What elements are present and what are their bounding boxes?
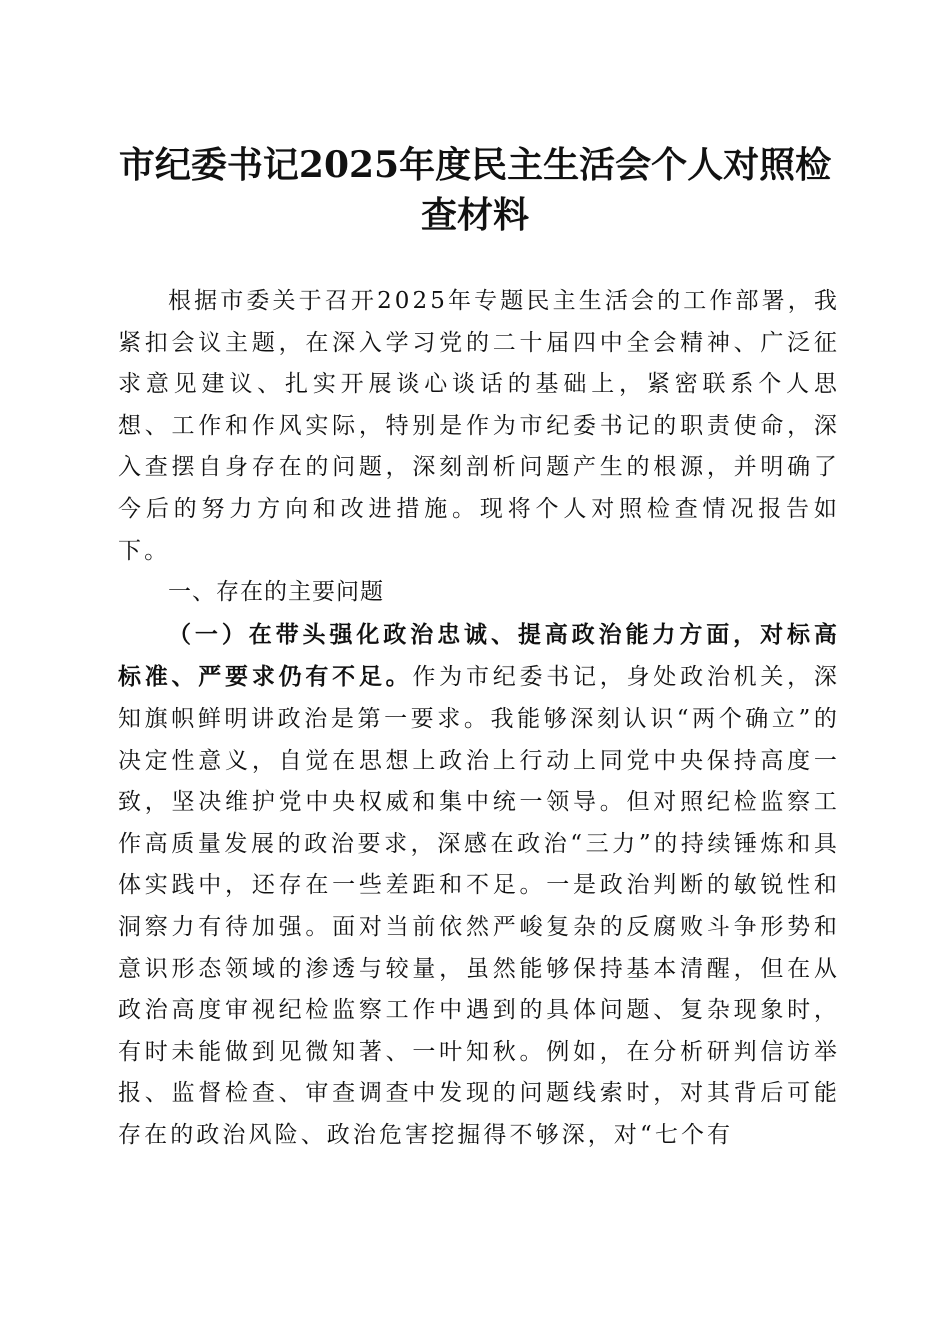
- subsection-1-body: 作为市纪委书记，身处政治机关，深知旗帜鲜明讲政治是第一要求。我能够深刻认识“两个确立”的决定性意义，自觉在思想上政治上行动上同党中央保持高度一致，坚决维护党中央权威和集中统一领导。但对照纪检监察工作高质量发展的政治要求，深感在政治“三力”的持续锤炼和具体实践中，还存在一些差距和不足。一是政治判断的敏锐性和洞察力有待加强。面对当前依然严峻复杂的反腐败斗争形势和意识形态领域的渗透与较量，虽然能够保持基本清醒，但在从政治高度审视纪检监察工作中遇到的具体问题、复杂现象时，有时未能做到见微知著、一叶知秋。例如，在分析研判信访举报、监督检查、审查调查中发现的问题线索时，对其背后可能存在的政治风险、政治危害挖掘得不够深，对“七个有: [118, 664, 840, 1148]
- title-line-2: 查材料: [420, 194, 529, 236]
- subsection-1-paragraph: [118, 614, 840, 1157]
- section-heading-1: 一、存在的主要问题: [168, 579, 384, 606]
- subsection-1-lead: （一）在带头强化政治忠诚、提高政治能力方面，对标高标准、严要求仍有不足。: [118, 620, 840, 691]
- page-title: [110, 140, 840, 240]
- intro-paragraph: 根据市委关于召开2025年专题民主生活会的工作部署，我紧扣会议主题，在深入学习党的二十届四中全会精神、广泛征求意见建议、扎实开展谈心谈话的基础上，紧密联系个人思想、工作和作风实际，特别是作为市纪委书记的职责使命，深入查摆自身存在的问题，深刻剖析问题产生的根源，并明确了今后的努力方向和改进措施。现将个人对照检查情况报告如下。: [118, 288, 840, 564]
- title-line-1: 市纪委书记2025年度民主生活会个人对照检: [118, 144, 832, 186]
- document-body: [118, 281, 840, 1156]
